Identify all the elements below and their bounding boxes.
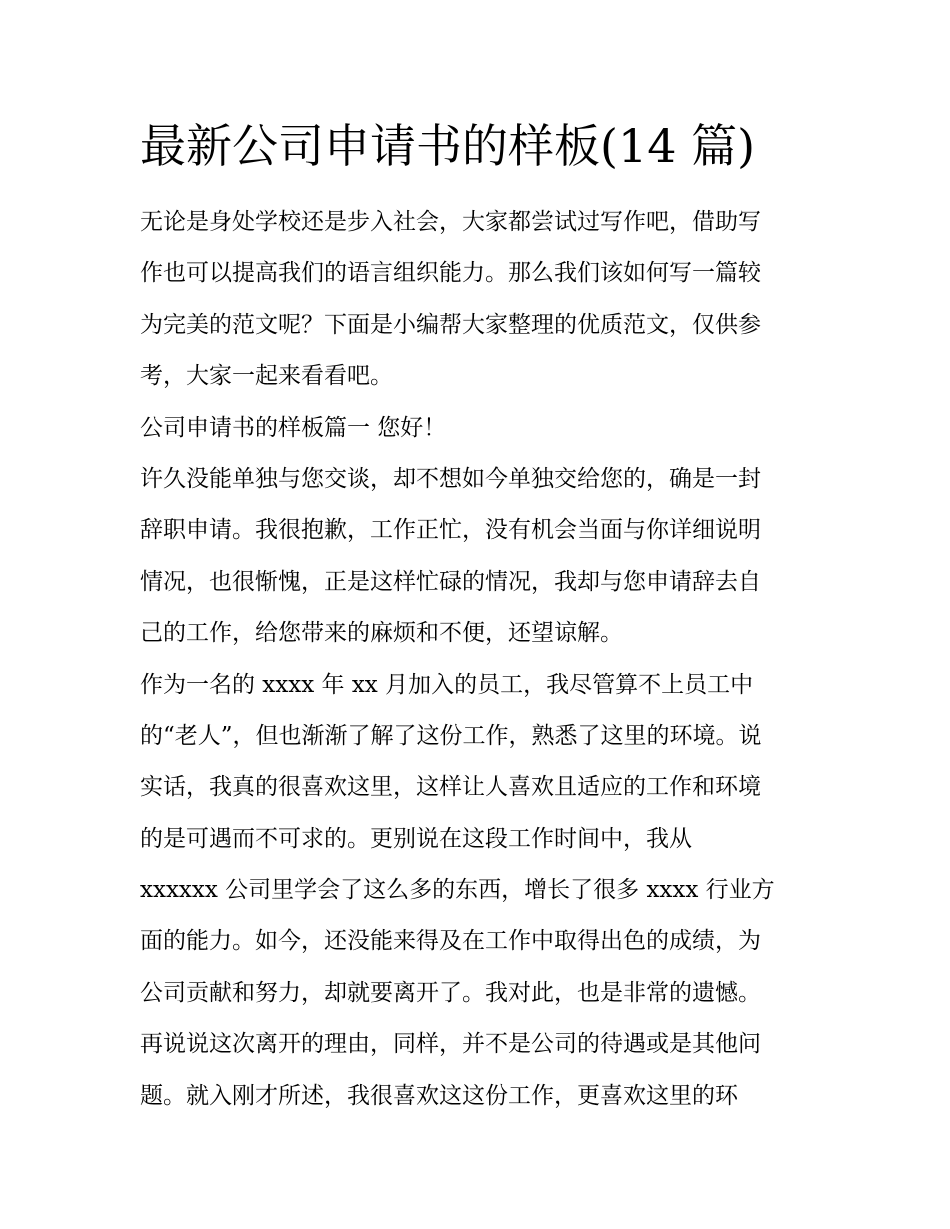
text-line: 情况，也很惭愧，正是这样忙碌的情况，我却与您申请辞去自 bbox=[140, 568, 761, 595]
text-line: 的是可遇而不可求的。更别说在这段工作时间中，我从 bbox=[140, 825, 692, 852]
text-line: 考，大家一起来看看吧。 bbox=[140, 363, 393, 390]
text-line: 面的能力。如今，还没能来得及在工作中取得出色的成绩，为 bbox=[140, 928, 761, 955]
text-line: 许久没能单独与您交谈，却不想如今单独交给您的，确是一封 bbox=[140, 465, 761, 492]
text-line: 无论是身处学校还是步入社会，大家都尝试过写作吧，借助写 bbox=[140, 209, 761, 235]
text-line: 实话，我真的很喜欢这里，这样让人喜欢且适应的工作和环境 bbox=[140, 774, 761, 801]
text-line: 作为一名的 xxxx 年 xx 月加入的员工，我尽管算不上员工中 bbox=[140, 671, 754, 698]
text-line: xxxxxx 公司里学会了这么多的东西，增长了很多 xxxx 行业方 bbox=[140, 877, 775, 904]
text-line: 题。就入刚才所述，我很喜欢这这份工作，更喜欢这里的环 bbox=[140, 1082, 738, 1109]
text-line: 的“老人”，但也渐渐了解了这份工作，熟悉了这里的环境。说 bbox=[140, 722, 762, 749]
section-heading-line: 公司申请书的样板篇一 您好！ bbox=[140, 414, 447, 441]
text-line: 己的工作，给您带来的麻烦和不便，还望谅解。 bbox=[140, 620, 623, 647]
text-line: 作也可以提高我们的语言组织能力。那么我们该如何写一篇较 bbox=[140, 260, 761, 287]
text-line: 再说说这次离开的理由，同样，并不是公司的待遇或是其他问 bbox=[140, 1031, 761, 1058]
document-title: 最新公司申请书的样板(14 篇) bbox=[140, 119, 756, 173]
text-line: 为完美的范文呢？下面是小编帮大家整理的优质范文，仅供参 bbox=[140, 311, 761, 338]
text-line: 辞职申请。我很抱歉，工作正忙，没有机会当面与你详细说明 bbox=[140, 517, 761, 544]
document-body bbox=[140, 197, 820, 1122]
text-line: 公司贡献和努力，却就要离开了。我对此，也是非常的遗憾。 bbox=[140, 979, 761, 1006]
